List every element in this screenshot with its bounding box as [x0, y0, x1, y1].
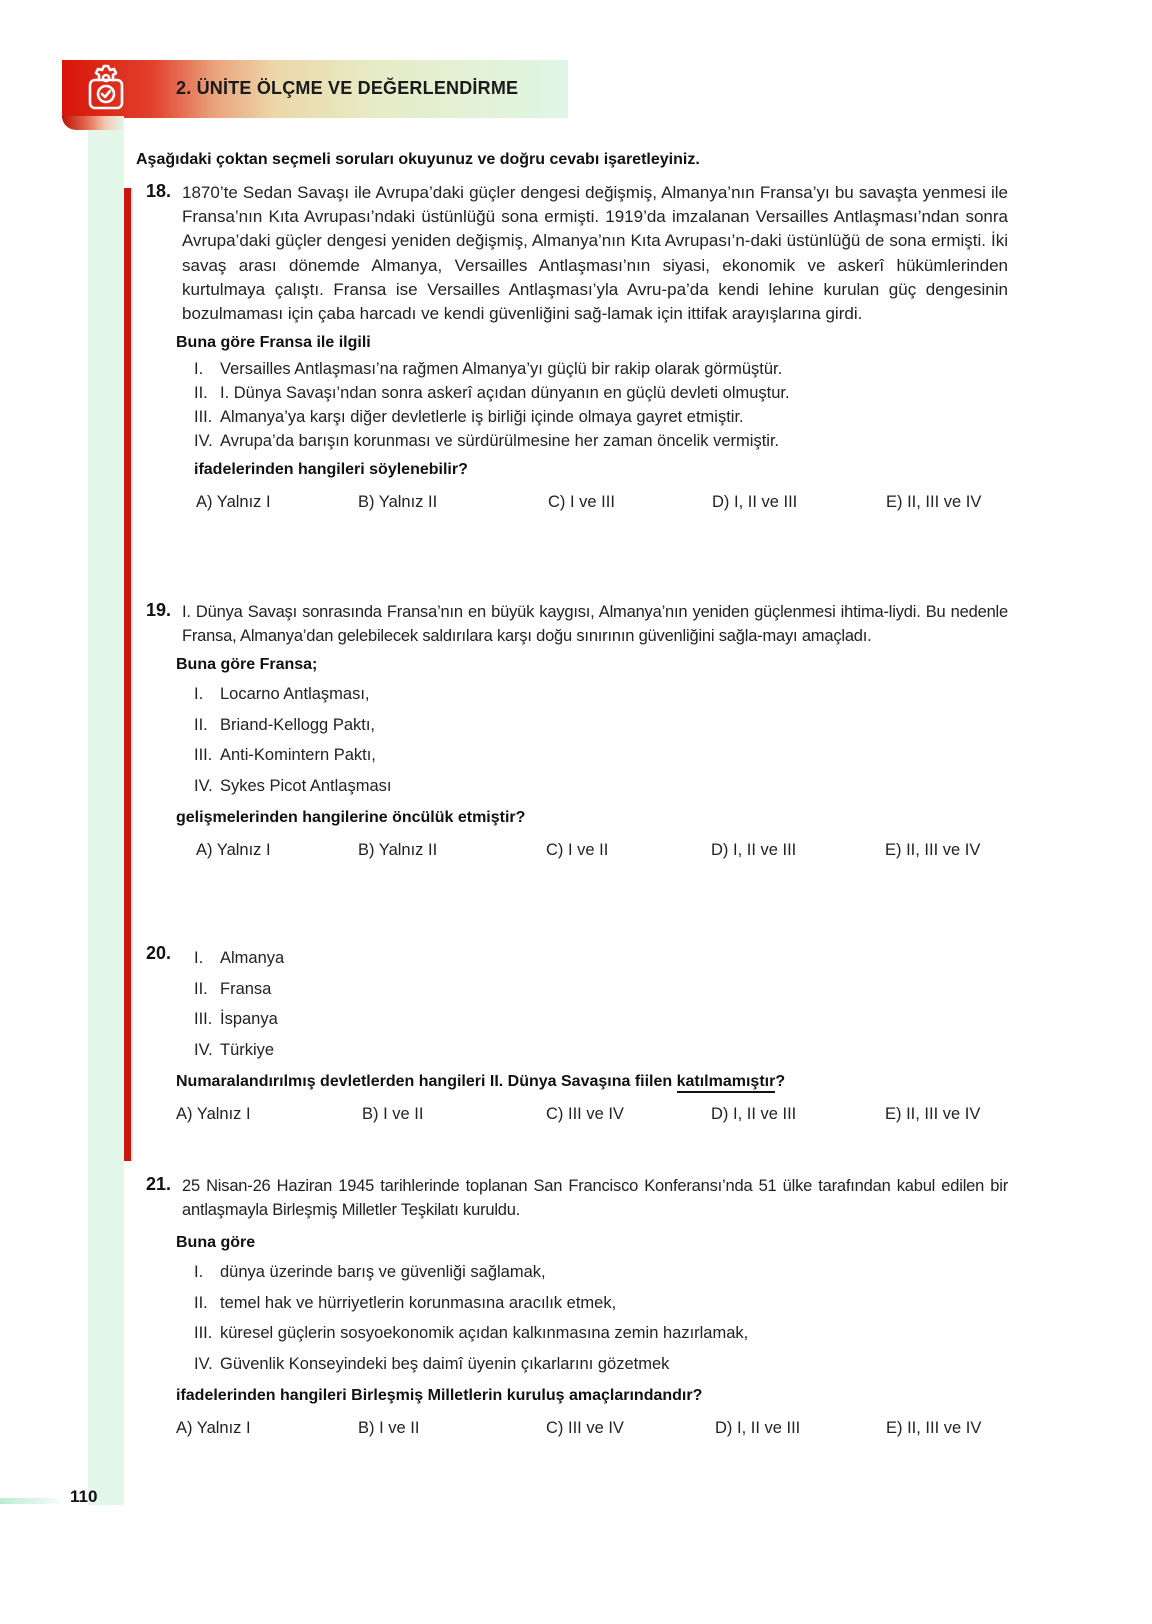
section-marker-bar: [124, 188, 131, 1161]
statement-item: IV. Güvenlik Konseyindeki beş daimî üyenin çıkarlarını gözetmek: [194, 1354, 670, 1373]
question-number: 19.: [146, 600, 172, 620]
statement-list: [194, 1257, 1008, 1379]
question-19: [140, 600, 1008, 865]
choice-d[interactable]: D) I, II ve III: [715, 1419, 801, 1438]
emphasized-word: katılmamıştır: [677, 1073, 776, 1093]
choice-a[interactable]: A) Yalnız I: [176, 1419, 251, 1438]
question-prompt: Numaralandırılmış devletlerden hangileri II. Dünya Savaşına fiilen katılmamıştır?: [176, 1073, 1008, 1091]
answer-choices: [140, 493, 1008, 517]
statement-item: III. İspanya: [194, 1010, 278, 1028]
statement-list: [194, 943, 1008, 1065]
instructions: Aşağıdaki çoktan seçmeli soruları okuyunuz ve doğru cevabı işaretleyiniz.: [136, 151, 700, 168]
question-stem: Buna göre: [176, 1234, 256, 1252]
question-prompt: ifadelerinden hangileri Birleşmiş Milletlerin kuruluş amaçlarındandır?: [176, 1387, 703, 1405]
page-number: 110: [70, 1487, 98, 1506]
statement-item: I. Versailles Antlaşması’na rağmen Almanya’yı güçlü bir rakip olarak görmüştür.: [194, 360, 783, 379]
choice-d[interactable]: D) I, II ve III: [711, 841, 797, 860]
question-number: 18.: [146, 181, 172, 201]
choice-e[interactable]: E) II, III ve IV: [885, 1105, 981, 1123]
statement-item: III. Anti-Komintern Paktı,: [194, 746, 376, 765]
choice-b[interactable]: B) Yalnız II: [358, 841, 438, 860]
question-number: 21.: [146, 1174, 172, 1194]
statement-item: III. küresel güçlerin sosyoekonomik açıdan kalkınmasına zemin hazırlamak,: [194, 1324, 749, 1343]
choice-b[interactable]: B) I ve II: [362, 1105, 424, 1123]
gear-check-icon: [80, 62, 132, 114]
statement-item: II. Briand-Kellogg Paktı,: [194, 715, 376, 734]
question-text: I. Dünya Savaşı sonrasında Fransa’nın en büyük kaygısı, Almanya’nın yeniden güçlenmesi ihtima-liydi. Bu nedenle Fransa, Almanya’dan gelebilecek saldırılara karşı doğu sınırının güvenliğini sağla-mayı amaçladı.: [182, 603, 1008, 646]
header-ribbon-curl: [62, 116, 124, 130]
choice-e[interactable]: E) II, III ve IV: [886, 1419, 982, 1438]
choice-c[interactable]: C) I ve III: [548, 493, 615, 512]
statement-item: III. Almanya’ya karşı diğer devletlerle iş birliği içinde olmaya gayret etmiştir.: [194, 408, 744, 427]
margin-strip: [88, 120, 124, 1505]
choice-b[interactable]: B) I ve II: [358, 1419, 420, 1438]
statement-item: II. I. Dünya Savaşı’ndan sonra askerî açıdan dünyanın en güçlü devleti olmuştur.: [194, 384, 790, 403]
question-stem: Buna göre Fransa ile ilgili: [176, 334, 371, 352]
choice-b[interactable]: B) Yalnız II: [358, 493, 438, 512]
choice-e[interactable]: E) II, III ve IV: [885, 841, 981, 860]
choice-c[interactable]: C) I ve II: [546, 841, 609, 860]
statement-item: I. dünya üzerinde barış ve güvenliği sağlamak,: [194, 1263, 546, 1282]
choice-c[interactable]: C) III ve IV: [546, 1105, 624, 1123]
statement-item: II. temel hak ve hürriyetlerin korunmasına aracılık etmek,: [194, 1293, 617, 1312]
choice-a[interactable]: A) Yalnız I: [176, 1105, 251, 1123]
statement-list: [194, 357, 1008, 453]
question-prompt: ifadelerinden hangileri söylenebilir?: [194, 461, 468, 479]
question-21: [140, 1174, 1008, 1443]
question-stem: Buna göre Fransa;: [176, 656, 318, 674]
choice-c[interactable]: C) III ve IV: [546, 1419, 624, 1438]
choice-a[interactable]: A) Yalnız I: [196, 493, 271, 512]
unit-title: 2. ÜNİTE ÖLÇME VE DEĞERLENDİRME: [176, 78, 519, 98]
question-20: [140, 943, 1008, 1129]
choice-d[interactable]: D) I, II ve III: [712, 493, 798, 512]
question-text: 25 Nisan-26 Haziran 1945 tarihlerinde toplanan San Francisco Konferansı’nda 51 ülke tarafından kabul edilen bir antlaşmayla Birleşmiş Milletler Teşkilatı kuruldu.: [182, 1177, 1008, 1220]
answer-choices: [140, 1105, 1008, 1129]
question-number: 20.: [146, 943, 172, 963]
statement-item: IV. Sykes Picot Antlaşması: [194, 776, 392, 795]
choice-d[interactable]: D) I, II ve III: [711, 1105, 797, 1123]
answer-choices: [140, 1419, 1008, 1443]
question-prompt: gelişmelerinden hangilerine öncülük etmiştir?: [176, 809, 526, 827]
statement-item: I. Almanya: [194, 949, 285, 967]
page-number-accent: [0, 1498, 60, 1504]
statement-item: II. Fransa: [194, 979, 272, 998]
choice-e[interactable]: E) II, III ve IV: [886, 493, 982, 512]
statement-list: [194, 679, 1008, 801]
statement-item: IV. Avrupa’da barışın korunması ve sürdürülmesine her zaman öncelik vermiştir.: [194, 432, 780, 451]
statement-item: IV. Türkiye: [194, 1040, 275, 1059]
statement-item: I. Locarno Antlaşması,: [194, 685, 370, 704]
question-18: [140, 181, 1008, 517]
question-text: 1870’te Sedan Savaşı ile Avrupa’daki güçler dengesi değişmiş, Almanya’nın Fransa’yı bu savaşta yenmesi ile Fransa’nın Kıta Avrupası’ndaki üstünlüğü sona ermişti. 1919’da imzalanan Versailles Antlaşması’ndan sonra Avrupa’daki güçler dengesi yeniden değişmiş, Almanya’nın Kıta Avrupası’n-daki üstünlüğü de sona ermişti. İki savaş arası dönemde Almanya, Versailles Antlaşması’nın siyasi, ekonomik ve askerî hükümlerinden kurtulmaya çalıştı. Fransa ise Versailles Antlaşması’yla Avru-pa’da kendi lehine kurulan güç dengesinin bozulmaması için çaba harcadı ve kendi güvenliğini sağ-lamak için ittifak arayışlarına girdi.: [182, 183, 1008, 324]
choice-a[interactable]: A) Yalnız I: [196, 841, 271, 860]
answer-choices: [140, 841, 1008, 865]
